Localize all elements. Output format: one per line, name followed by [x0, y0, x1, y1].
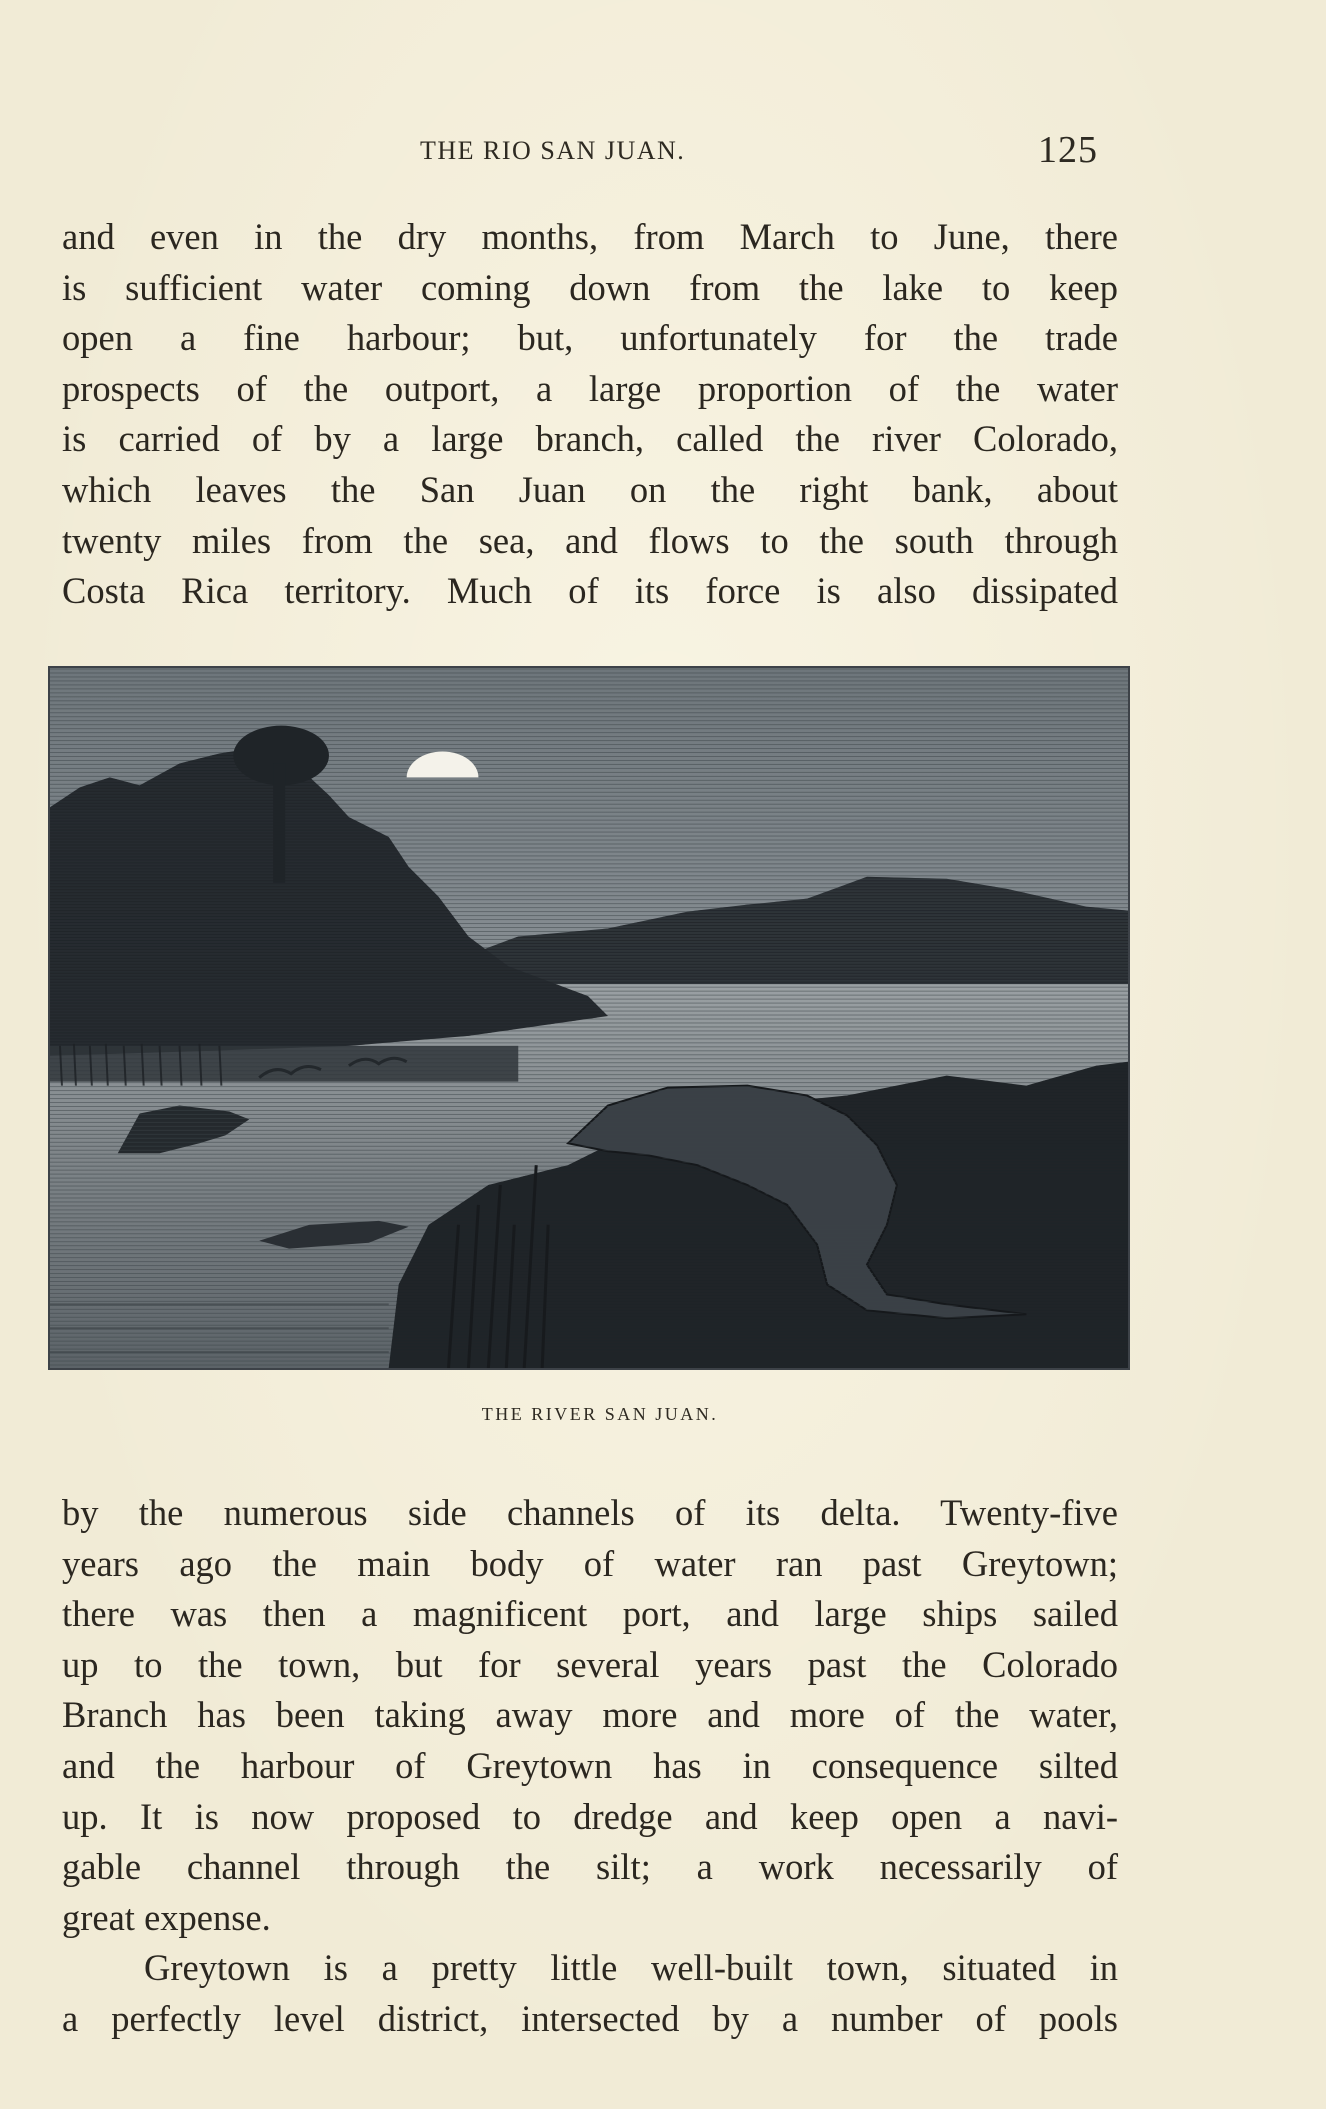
- text-line: there was then a magnificent port, and large ships sailed: [62, 1593, 1118, 1635]
- text-line: prospects of the outport, a large proportion of the water: [62, 367, 1118, 409]
- paragraph-top: [62, 212, 1118, 617]
- text-line: is carried of by a large branch, called the river Colorado,: [62, 418, 1118, 460]
- text-line: twenty miles from the sea, and flows to the south through: [62, 519, 1118, 561]
- running-title: THE RIO SAN JUAN.: [420, 136, 686, 165]
- illustration-caption: THE RIVER SAN JUAN.: [481, 1404, 719, 1424]
- text-line: is sufficient water coming down from the lake to keep: [62, 266, 1118, 308]
- running-head: [0, 128, 1326, 172]
- text-line: up to the town, but for several years past the Colorado: [62, 1643, 1118, 1685]
- text-line: Greytown is a pretty little well-built town, situated in: [144, 1947, 1118, 1989]
- text-line: years ago the main body of water ran past Greytown;: [62, 1542, 1118, 1584]
- text-line: up. It is now proposed to dredge and keep open a navi-: [62, 1795, 1118, 1837]
- text-line: open a fine harbour; but, unfortunately for the trade: [62, 317, 1118, 359]
- engraving-river-san-juan: [48, 666, 1130, 1370]
- page-number: 125: [1038, 129, 1098, 171]
- text-line: by the numerous side channels of its delta. Twenty-five: [62, 1492, 1118, 1533]
- text-line: gable channel through the silt; a work necessarily of: [62, 1846, 1118, 1888]
- engraving-image: [50, 668, 1128, 1368]
- text-line: great expense.: [62, 1896, 271, 1938]
- text-line: and even in the dry months, from March to June, there: [62, 216, 1118, 257]
- text-line: and the harbour of Greytown has in consequence silted: [62, 1744, 1118, 1786]
- text-line: a perfectly level district, intersected by a number of pools: [62, 1997, 1118, 2039]
- paragraph-bottom: [62, 1488, 1118, 2045]
- text-line: Branch has been taking away more and more of the water,: [62, 1694, 1118, 1736]
- text-line: which leaves the San Juan on the right bank, about: [62, 468, 1118, 510]
- text-line: Costa Rica territory. Much of its force is also dissipated: [62, 570, 1118, 612]
